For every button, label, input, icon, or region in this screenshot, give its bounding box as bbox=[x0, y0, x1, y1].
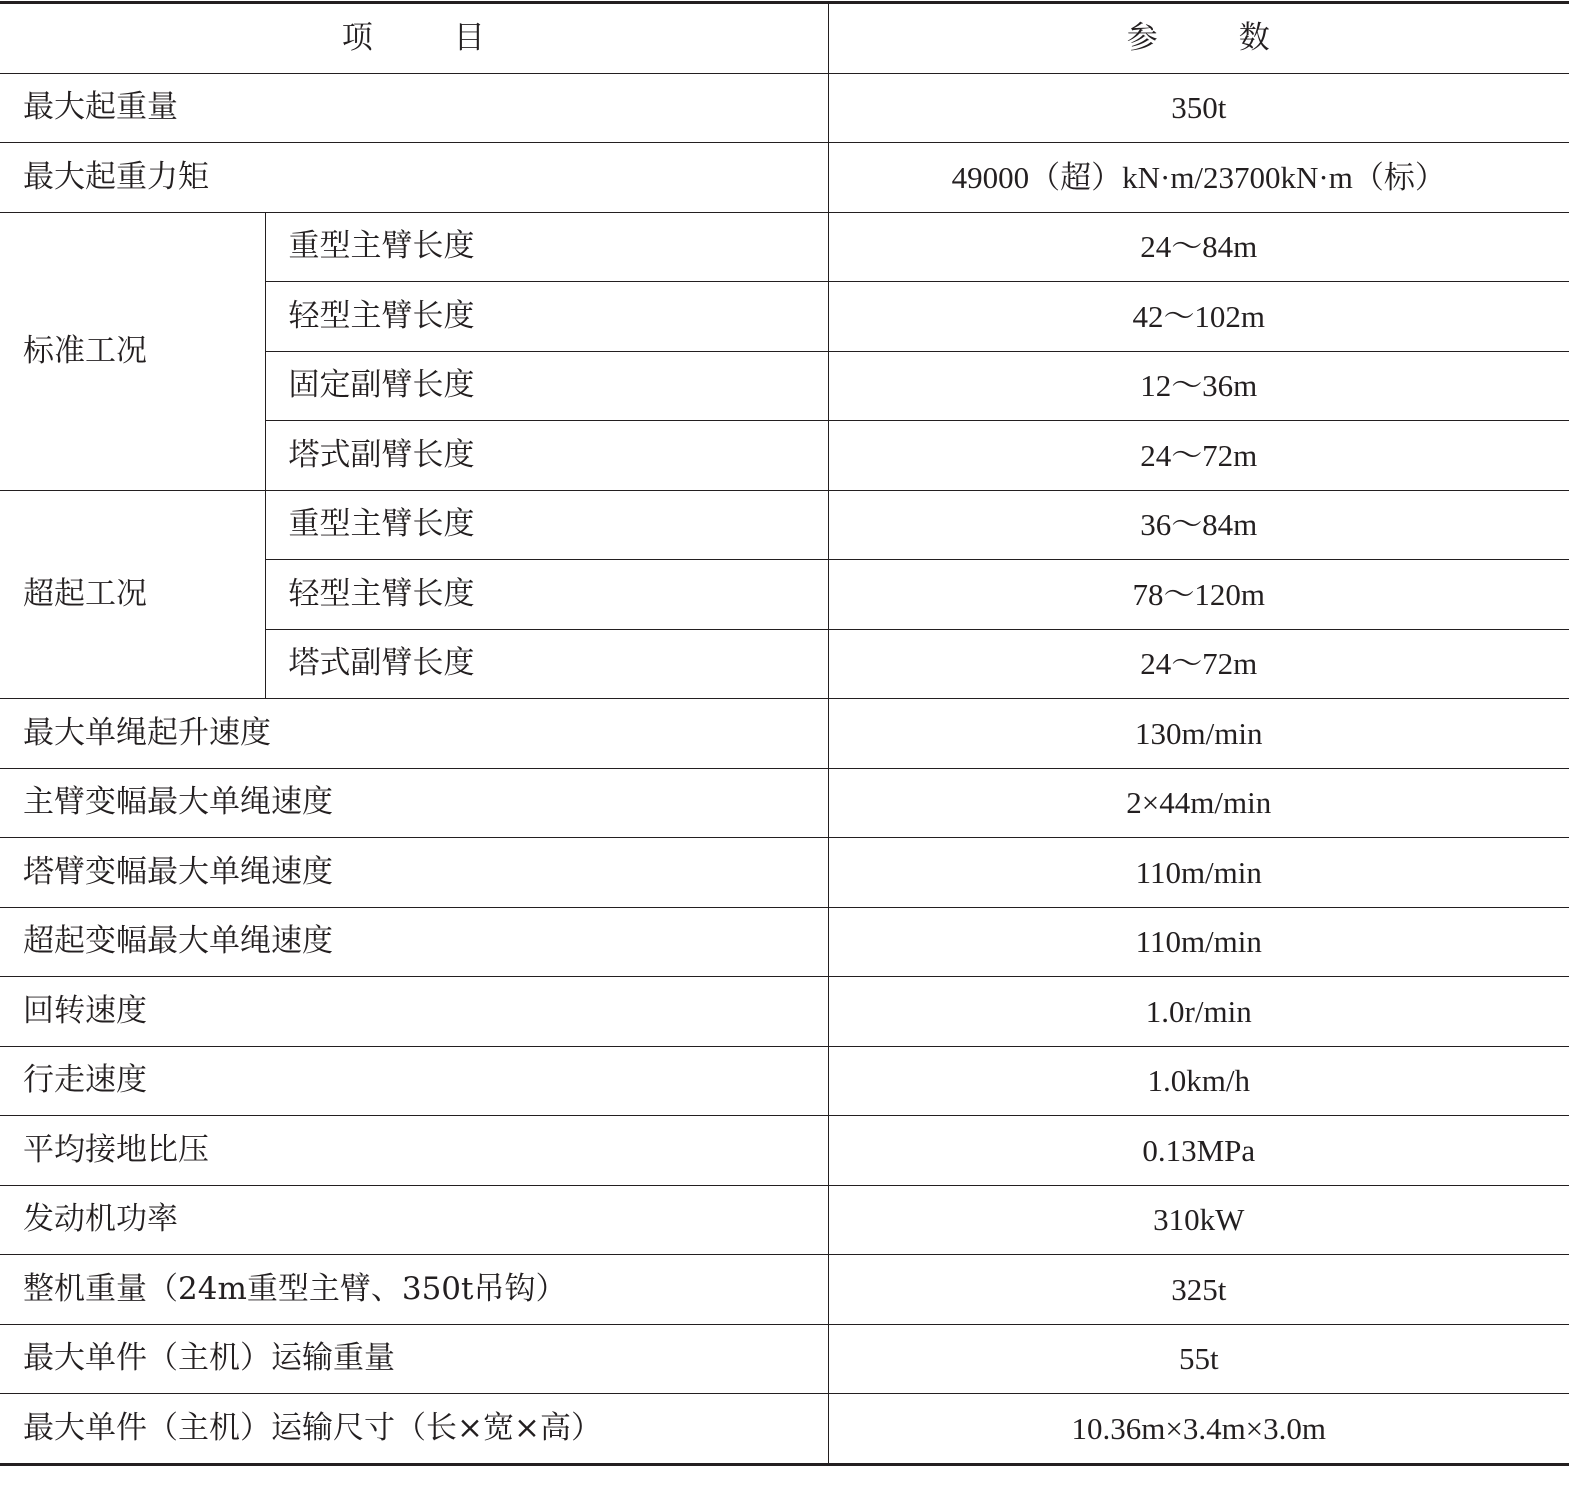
sub-row-label: 重型主臂长度 bbox=[265, 490, 828, 560]
header-row bbox=[0, 3, 1569, 74]
row-label: 主臂变幅最大单绳速度 bbox=[0, 768, 828, 838]
header-param bbox=[828, 3, 1569, 74]
table-row bbox=[0, 699, 1569, 769]
sub-row-label: 塔式副臂长度 bbox=[265, 421, 828, 491]
row-value: 24～72m bbox=[828, 629, 1569, 699]
row-value: 110m/min bbox=[828, 907, 1569, 977]
sub-row-label: 重型主臂长度 bbox=[265, 212, 828, 282]
sub-row-label: 固定副臂长度 bbox=[265, 351, 828, 421]
table-row bbox=[0, 977, 1569, 1047]
row-value: 55t bbox=[828, 1324, 1569, 1394]
table-row bbox=[0, 1116, 1569, 1186]
row-label: 回转速度 bbox=[0, 977, 828, 1047]
row-value: 130m/min bbox=[828, 699, 1569, 769]
row-value: 0.13MPa bbox=[828, 1116, 1569, 1186]
row-value: 2×44m/min bbox=[828, 768, 1569, 838]
row-label: 行走速度 bbox=[0, 1046, 828, 1116]
row-label: 最大单件（主机）运输重量 bbox=[0, 1324, 828, 1394]
row-value: 42～102m bbox=[828, 282, 1569, 352]
table-row bbox=[0, 1046, 1569, 1116]
row-value: 24～84m bbox=[828, 212, 1569, 282]
table-row bbox=[0, 143, 1569, 213]
table-row bbox=[0, 1185, 1569, 1255]
group-label-standard: 标准工况 bbox=[0, 212, 265, 490]
row-value: 10.36m×3.4m×3.0m bbox=[828, 1394, 1569, 1465]
header-item-char-2: 目 bbox=[453, 19, 486, 56]
row-value: 24～72m bbox=[828, 421, 1569, 491]
group-label-superlift: 超起工况 bbox=[0, 490, 265, 699]
table-row bbox=[0, 490, 1569, 560]
row-value: 1.0km/h bbox=[828, 1046, 1569, 1116]
table-row bbox=[0, 907, 1569, 977]
row-label: 塔臂变幅最大单绳速度 bbox=[0, 838, 828, 908]
row-label: 最大起重量 bbox=[0, 73, 828, 143]
spec-table bbox=[0, 1, 1569, 1466]
row-label: 超起变幅最大单绳速度 bbox=[0, 907, 828, 977]
table-row bbox=[0, 768, 1569, 838]
row-label: 整机重量（24m重型主臂、350t吊钩） bbox=[0, 1255, 828, 1325]
header-param-char-1: 参 bbox=[1126, 19, 1159, 56]
sub-row-label: 塔式副臂长度 bbox=[265, 629, 828, 699]
row-value: 325t bbox=[828, 1255, 1569, 1325]
header-item-char-1: 项 bbox=[341, 19, 374, 56]
row-value: 350t bbox=[828, 73, 1569, 143]
row-value: 36～84m bbox=[828, 490, 1569, 560]
row-value: 1.0r/min bbox=[828, 977, 1569, 1047]
sub-row-label: 轻型主臂长度 bbox=[265, 560, 828, 630]
row-label: 最大单绳起升速度 bbox=[0, 699, 828, 769]
row-value: 78～120m bbox=[828, 560, 1569, 630]
table-row bbox=[0, 1324, 1569, 1394]
header-item bbox=[0, 3, 828, 74]
header-param-char-2: 数 bbox=[1238, 19, 1271, 56]
row-value: 310kW bbox=[828, 1185, 1569, 1255]
row-label: 最大起重力矩 bbox=[0, 143, 828, 213]
row-value: 110m/min bbox=[828, 838, 1569, 908]
table-row bbox=[0, 1255, 1569, 1325]
row-value: 49000（超）kN·m/23700kN·m（标） bbox=[828, 143, 1569, 213]
row-value: 12～36m bbox=[828, 351, 1569, 421]
table-row bbox=[0, 1394, 1569, 1465]
table-row bbox=[0, 73, 1569, 143]
row-label: 平均接地比压 bbox=[0, 1116, 828, 1186]
table-row bbox=[0, 212, 1569, 282]
row-label: 最大单件（主机）运输尺寸（长×宽×高） bbox=[0, 1394, 828, 1465]
table-row bbox=[0, 838, 1569, 908]
sub-row-label: 轻型主臂长度 bbox=[265, 282, 828, 352]
row-label: 发动机功率 bbox=[0, 1185, 828, 1255]
